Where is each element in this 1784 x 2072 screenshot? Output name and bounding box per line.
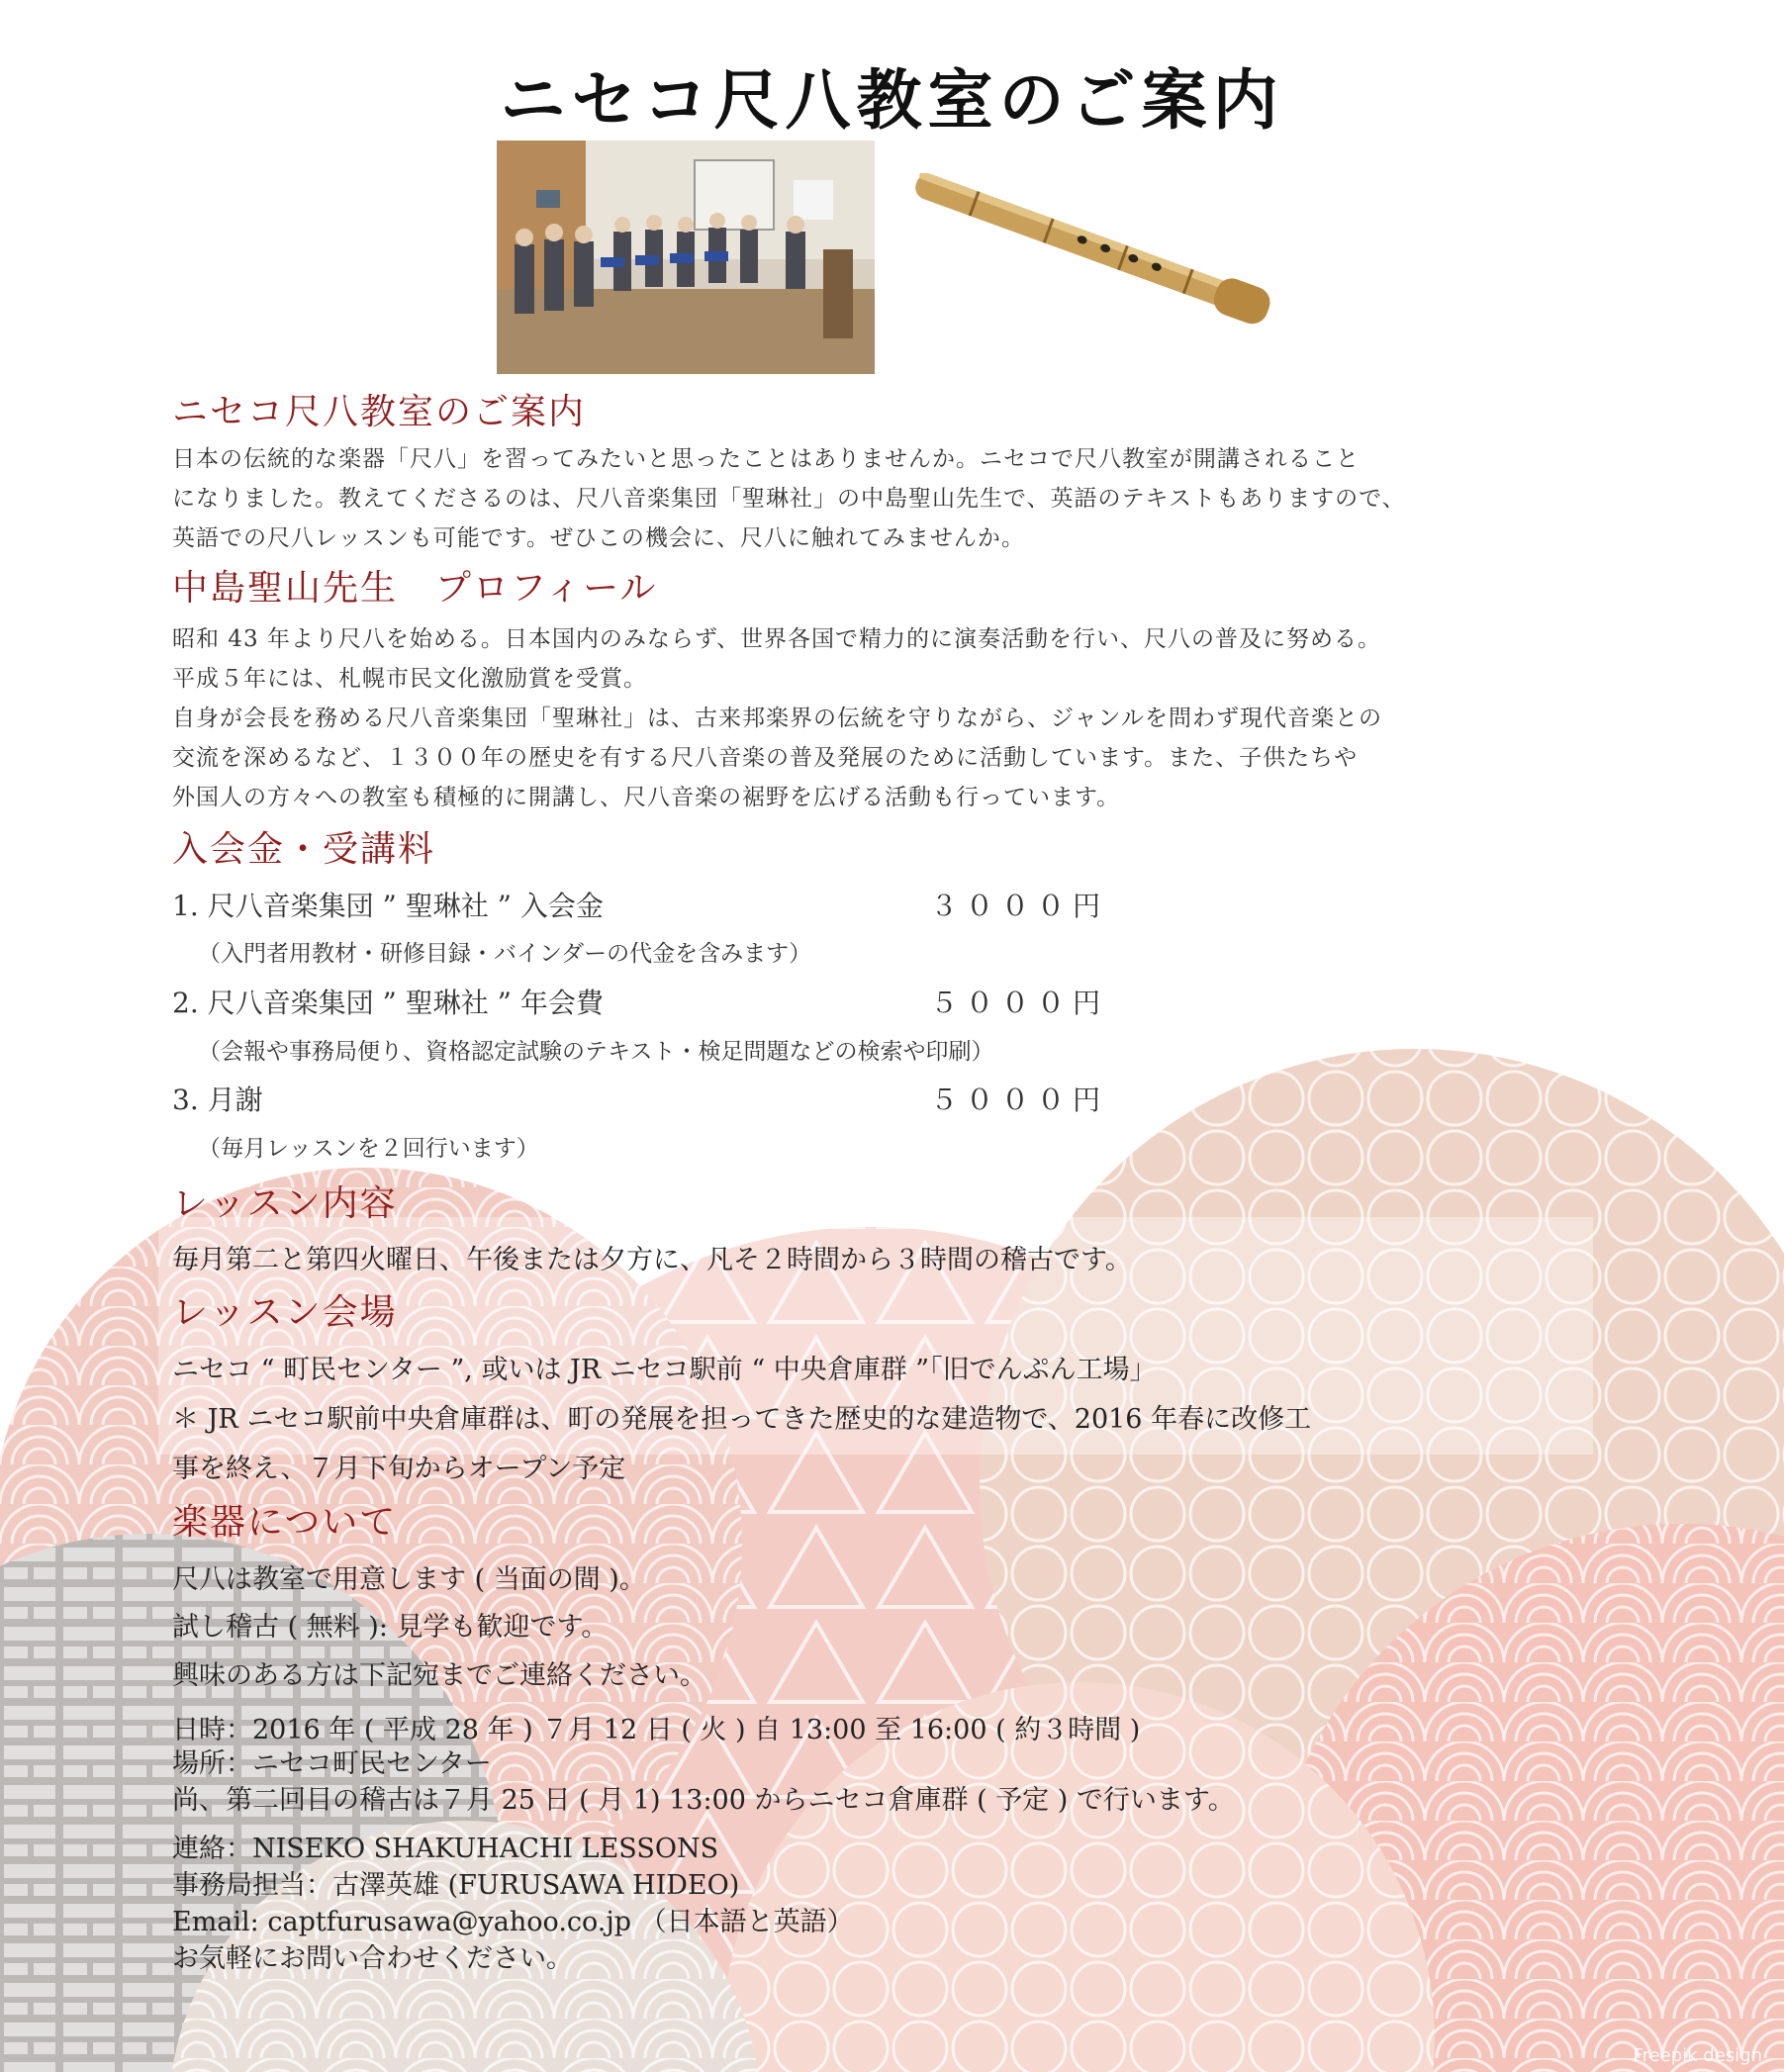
contact-line: 連絡：NISEKO SHAKUHACHI LESSONS	[172, 1834, 719, 1864]
intro-line: になりました。教えてくださるのは、尺八音楽集団「聖琳社」の中島聖山先生で、英語のテキストもありますので、	[172, 486, 1406, 512]
profile-line: 自身が会長を務める尺八音楽集団「聖琳社」は、古来邦楽界の伝統を守りながら、ジャンルを問わず現代音楽との	[172, 706, 1382, 731]
page-title: ニセコ尺八教室のご案内	[500, 62, 1284, 139]
fee-item-label: 1. 尺八音楽集団 ” 聖琳社 ” 入会金	[172, 890, 604, 922]
profile-line: 外国人の方々への教室も積極的に開講し、尺八音楽の裾野を広げる活動も行っています。	[172, 785, 1121, 810]
intro-line: 英語での尺八レッスンも可能です。ぜひこの機会に、尺八に触れてみませんか。	[172, 525, 1025, 551]
instrument-line: 尺八は教室で用意します ( 当面の間 )。	[172, 1564, 646, 1595]
group-photo	[497, 141, 875, 374]
profile-line: 交流を深めるなど、１３００年の歴史を有する尺八音楽の普及発展のために活動しています。また、子供たちや	[172, 745, 1359, 771]
fees-heading: 入会金・受講料	[172, 829, 436, 870]
instrument-heading: 楽器について	[172, 1502, 398, 1543]
intro-line: 日本の伝統的な楽器「尺八」を習ってみたいと思ったことはありませんか。ニセコで尺八教室が開講されること	[172, 446, 1360, 472]
contact-email: Email: captfurusawa@yahoo.co.jp （日本語と英語）	[172, 1907, 854, 1937]
profile-paragraph	[172, 619, 1382, 817]
fee-item-price: ５０００円	[930, 987, 1109, 1019]
profile-heading: 中島聖山先生 プロフィール	[172, 568, 658, 609]
venue-line: ＊ JR ニセコ駅前中央倉庫群は、町の発展を担ってきた歴史的な建造物で、2016 年春に改修工	[172, 1404, 1312, 1435]
venue-line: 事を終え、７月下旬からオープン予定	[172, 1454, 626, 1484]
design-credit: Freepik design	[1633, 2045, 1762, 2066]
venue-heading: レッスン会場	[172, 1292, 398, 1333]
fee-item-label: 2. 尺八音楽集団 ” 聖琳社 ” 年会費	[172, 987, 604, 1019]
profile-line: 昭和 43 年より尺八を始める。日本国内のみならず、世界各国で精力的に演奏活動を行い、尺八の普及に努める。	[172, 626, 1382, 652]
schedule-line: 日時：2016 年 ( 平成 28 年 ) ７月 12 日 ( 火 ) 自 13:00 至 16:00 ( 約３時間 )	[172, 1715, 1141, 1745]
fee-item-note: （毎月レッスンを２回行います）	[198, 1136, 539, 1162]
shakuhachi-illustration	[895, 173, 1291, 331]
fee-item-price: ５０００円	[930, 1083, 1109, 1116]
fee-item-note: （会報や事務局便り、資格認定試験のテキスト・検足問題などの検索や印刷）	[198, 1039, 994, 1065]
lesson-text: 毎月第二と第四火曜日、午後または夕方に、凡そ２時間から３時間の稽古です。	[172, 1245, 1132, 1275]
instrument-line: 試し稽古 ( 無料 ): 見学も歓迎です。	[172, 1612, 609, 1643]
intro-paragraph	[172, 439, 1406, 558]
lesson-heading: レッスン内容	[172, 1183, 398, 1224]
contact-line: お気軽にお問い合わせください。	[172, 1943, 573, 1974]
profile-line: 平成５年には、札幌市民文化激励賞を受賞。	[172, 666, 647, 692]
schedule-line: 尚、第二回目の稽古は７月 25 日 ( 月 1) 13:00 からニセコ倉庫群 ( 予定 ) で行います。	[172, 1785, 1235, 1816]
instrument-line: 興味のある方は下記宛までご連絡ください。	[172, 1660, 706, 1691]
fee-item-note: （入門者用教材・研修目録・バインダーの代金を含みます）	[198, 941, 812, 967]
fee-item-label: 3. 月謝	[172, 1083, 263, 1116]
venue-line: ニセコ “ 町民センター ”, 或いは JR ニセコ駅前 “ 中央倉庫群 ”「旧でんぷん工場」	[172, 1355, 1157, 1385]
intro-heading: ニセコ尺八教室のご案内	[172, 392, 587, 432]
fee-item-price: ３０００円	[930, 890, 1109, 922]
contact-line: 事務局担当：古澤英雄 (FURUSAWA HIDEO)	[172, 1870, 740, 1901]
schedule-line: 場所：ニセコ町民センター	[172, 1748, 492, 1779]
